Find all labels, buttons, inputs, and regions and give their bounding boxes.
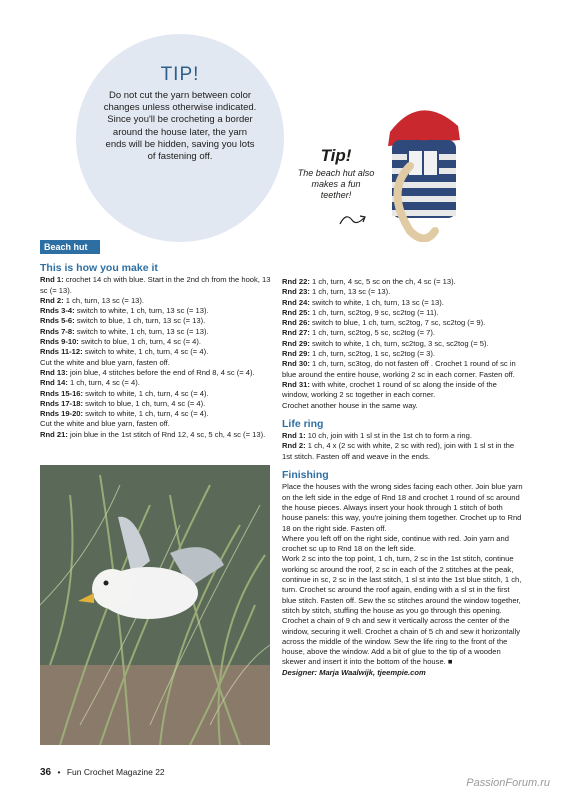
row-label: Rnd 29: bbox=[282, 349, 310, 359]
row-label: Rnd 29: bbox=[282, 338, 310, 348]
magazine-title: Fun Crochet Magazine 22 bbox=[66, 767, 165, 777]
instruction-row bbox=[282, 359, 524, 380]
row-text: 1 ch, 4 x (2 sc with white, 2 sc with red), join with 1 sl st in the 1st stitch. Fasten off and weave in the ends. bbox=[282, 441, 515, 461]
row-label: Rnd 1: bbox=[40, 275, 64, 285]
instruction-row bbox=[282, 328, 524, 338]
row-label: Rnd 24: bbox=[282, 297, 310, 307]
row-label: Rnd 25: bbox=[282, 307, 310, 317]
instruction-row bbox=[40, 389, 272, 399]
row-text: switch to white, 1 ch, turn, 13 sc (= 13). bbox=[76, 306, 209, 316]
row-label: Rnd 2: bbox=[282, 441, 306, 451]
row-label: Rnd 23: bbox=[282, 287, 310, 297]
row-text: Cut the white and blue yarn, fasten off. bbox=[40, 357, 170, 367]
row-label: Rnds 9-10: bbox=[40, 337, 79, 347]
instruction-row bbox=[40, 399, 272, 409]
row-label: Rnds 19-20: bbox=[40, 409, 84, 419]
instruction-row bbox=[40, 419, 272, 429]
watermark: PassionForum.ru bbox=[466, 777, 550, 789]
instruction-row bbox=[40, 409, 272, 419]
instruction-row bbox=[282, 339, 524, 349]
instruction-row bbox=[282, 380, 524, 401]
instruction-row bbox=[40, 275, 272, 296]
beach-hut-teether-image bbox=[380, 96, 470, 242]
row-label: Rnds 7-8: bbox=[40, 326, 75, 336]
row-text: Crochet another house in the same way. bbox=[282, 400, 418, 410]
row-label: Rnds 11-12: bbox=[40, 347, 83, 357]
row-label: Rnd 14: bbox=[40, 378, 68, 388]
instruction-row bbox=[282, 308, 524, 318]
instruction-row bbox=[40, 430, 272, 440]
instruction-row bbox=[282, 318, 524, 328]
row-text: switch to blue, 1 ch, turn, sc2tog, 7 sc, sc2tog (= 9). bbox=[311, 318, 486, 328]
instruction-row bbox=[282, 298, 524, 308]
tip-callout bbox=[76, 34, 284, 242]
instruction-row bbox=[40, 347, 272, 357]
row-text: 1 ch, turn, sc2tog, 5 sc, sc2tog (= 7). bbox=[311, 328, 436, 338]
instruction-row bbox=[40, 316, 272, 326]
instruction-row bbox=[282, 287, 524, 297]
row-text: switch to white, 1 ch, turn, 13 sc (= 13). bbox=[76, 326, 209, 336]
row-text: 1 ch, turn, 13 sc (= 13). bbox=[65, 295, 145, 305]
instruction-row bbox=[40, 358, 272, 368]
row-text: 1 ch, turn, sc3tog, do not fasten off . Crochet 1 round of sc in blue around the entire house, working 2 sc in each corner. Fasten off. bbox=[282, 359, 516, 379]
row-text: 1 ch, turn, 4 sc (= 4). bbox=[69, 378, 140, 388]
row-text: join blue, 4 stitches before the end of Rnd 8, 4 sc (= 4). bbox=[69, 367, 255, 377]
instruction-row bbox=[40, 306, 272, 316]
row-text: switch to white, 1 ch, turn, 4 sc (= 4). bbox=[85, 409, 209, 419]
instruction-row bbox=[40, 378, 272, 388]
footer-bullet: • bbox=[57, 767, 61, 777]
instruction-row bbox=[40, 296, 272, 306]
tip-text: Do not cut the yarn between color changes unless otherwise indicated. Since you'll be crocheting a border around the house later, the yarn ends will be hidden, saving you lots of fastening off. bbox=[103, 90, 257, 163]
row-label: Rnds 15-16: bbox=[40, 388, 84, 398]
page-footer bbox=[40, 767, 165, 778]
instruction-row bbox=[282, 277, 524, 287]
row-text: join blue in the 1st stitch of Rnd 12, 4 sc, 5 ch, 4 sc (= 13). bbox=[69, 429, 266, 439]
row-text: 1 ch, turn, 13 sc (= 13). bbox=[311, 287, 391, 297]
instruction-row bbox=[282, 349, 524, 359]
curly-arrow-icon bbox=[338, 210, 368, 230]
row-label: Rnd 1: bbox=[282, 431, 306, 441]
row-text: Cut the white and blue yarn, fasten off. bbox=[40, 419, 170, 429]
instructions-left-column bbox=[40, 263, 272, 440]
teether-tip-title: Tip! bbox=[320, 146, 352, 165]
tip-title: TIP! bbox=[160, 64, 200, 85]
row-label: Rnds 3-4: bbox=[40, 306, 75, 316]
finishing-paragraph: Where you left off on the right side, continue with red. Join yarn and crochet sc up to Rnd 18 on the left side. bbox=[282, 533, 509, 554]
instruction-row bbox=[40, 327, 272, 337]
row-text: 10 ch, join with 1 sl st in the 1st ch to form a ring. bbox=[307, 431, 472, 441]
row-label: Rnd 13: bbox=[40, 367, 68, 377]
instruction-row bbox=[40, 368, 272, 378]
life-ring-heading: Life ring bbox=[282, 417, 324, 430]
row-label: Rnds 5-6: bbox=[40, 316, 75, 326]
row-text: with white, crochet 1 round of sc along the inside of the window, working 2 sc together in each corner. bbox=[282, 379, 497, 400]
finishing-paragraph: Place the houses with the wrong sides facing each other. Join blue yarn on the left side in the edge of Rnd 18 and crochet 1 round of sc around the house pieces. Always insert your hook through 1 stitch of both house panels: this way, you're joining them together. Crochet up to Rnd 18 on the right side. Fasten off. bbox=[282, 482, 523, 533]
row-label: Rnd 26: bbox=[282, 318, 310, 328]
finishing-heading: Finishing bbox=[282, 469, 329, 482]
row-text: switch to blue, 1 ch, turn, 4 sc (= 4). bbox=[85, 398, 206, 408]
row-text: switch to white, 1 ch, turn, 4 sc (= 4). bbox=[84, 347, 209, 357]
row-label: Rnd 27: bbox=[282, 328, 310, 338]
row-text: switch to blue, 1 ch, turn, 4 sc (= 4). bbox=[80, 337, 202, 347]
row-label: Rnd 30: bbox=[282, 359, 310, 369]
row-text: switch to white, 1 ch, turn, sc2tog, 3 sc, sc2tog (= 5). bbox=[311, 338, 489, 348]
crochet-seagull-photo bbox=[40, 465, 270, 745]
teether-tip bbox=[296, 146, 376, 201]
designer-credit: Designer: Marja Waalwijk, tjeempie.com bbox=[282, 667, 426, 677]
teether-tip-text: The beach hut also makes a fun teether! bbox=[297, 168, 375, 200]
row-text: switch to white, 1 ch, turn, 4 sc (= 4). bbox=[85, 388, 209, 398]
row-text: switch to white, 1 ch, turn, 13 sc (= 13). bbox=[311, 297, 444, 307]
row-label: Rnd 22: bbox=[282, 277, 310, 286]
row-text: 1 ch, turn, sc2tog, 1 sc, sc2tog (= 3). bbox=[311, 349, 436, 359]
instruction-row bbox=[282, 441, 524, 462]
instruction-row bbox=[40, 337, 272, 347]
row-label: Rnd 31: bbox=[282, 379, 310, 389]
instructions-right-column bbox=[282, 277, 524, 678]
row-label: Rnds 17-18: bbox=[40, 398, 84, 408]
row-label: Rnd 2: bbox=[40, 295, 64, 305]
row-text: 1 ch, turn, 4 sc, 5 sc on the ch, 4 sc (= 13). bbox=[311, 277, 456, 286]
row-text: crochet 14 ch with blue. Start in the 2nd ch from the hook, 13 sc (= 13). bbox=[40, 275, 271, 295]
finishing-paragraph: Work 2 sc into the top point, 1 ch, turn, 2 sc in the 1st stitch, continue working sc around the roof, 2 sc in each of the 2 stitches at the peak, continue in sc, 2 sc in the last stitch, 1 sl st into the 1st blue stitch, 1 ch, turn. Crochet sc around the roof again, ending with a sl st in the first blue stitch. Fasten off. Sew the sc stitches around the window together, stitch by stitch, stuffing the house as you go through this opening. Crochet a chain of 9 ch and sew it vertically across the center of the window, securing it well. Crochet a chain of 5 ch and sew it horizontally across the middle of the window. Sew the life ring to the front of the house, above the window. Add a bit of glue to the tip of a wooden skewer and insert it into the bottom of the house. ■ bbox=[282, 554, 522, 667]
section-tag: Beach hut bbox=[40, 240, 100, 254]
instruction-row bbox=[282, 431, 524, 441]
row-label: Rnd 21: bbox=[40, 429, 68, 439]
row-text: switch to blue, 1 ch, turn, 13 sc (= 13). bbox=[76, 316, 206, 326]
instruction-row bbox=[282, 401, 524, 411]
how-to-heading: This is how you make it bbox=[40, 262, 158, 274]
row-text: 1 ch, turn, sc2tog, 9 sc, sc2tog (= 11). bbox=[311, 307, 439, 317]
page-number: 36 bbox=[40, 767, 52, 778]
